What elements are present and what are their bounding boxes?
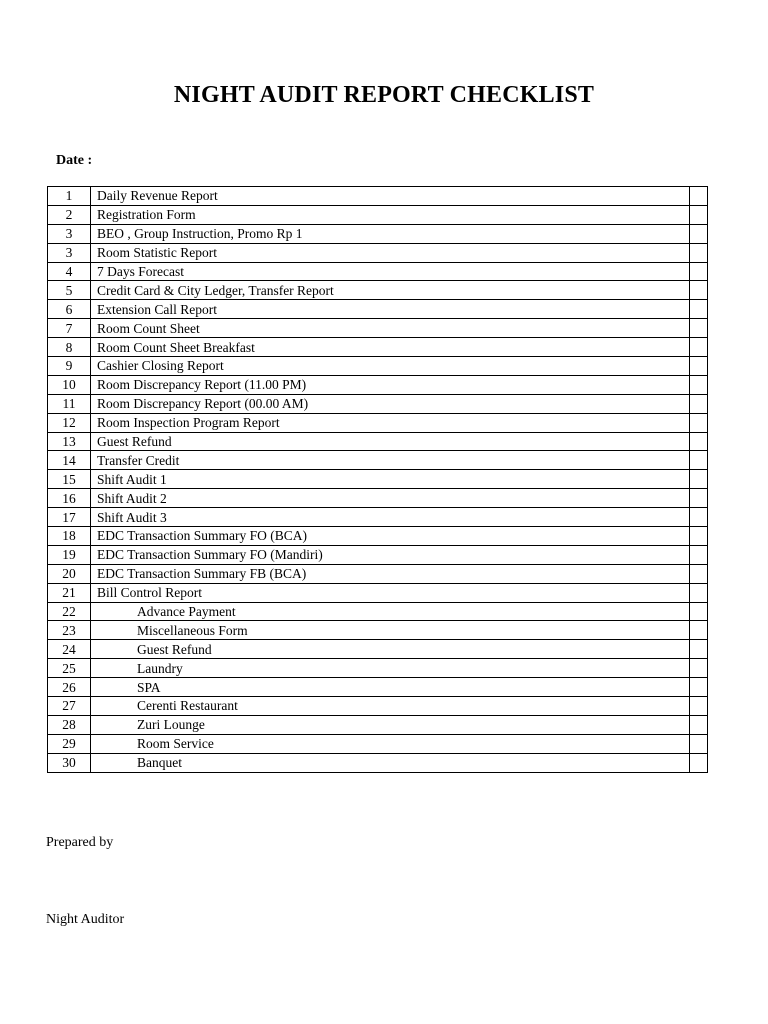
table-row: [48, 545, 708, 564]
table-row: [48, 243, 708, 262]
item-label-cell: [91, 753, 690, 772]
item-number: 14: [48, 451, 91, 470]
item-number: 19: [48, 545, 91, 564]
table-row: [48, 753, 708, 772]
table-row: [48, 734, 708, 753]
item-number: 26: [48, 678, 91, 697]
table-row: [48, 508, 708, 527]
table-row: [48, 715, 708, 734]
check-box-cell[interactable]: [690, 205, 708, 224]
signer-role-label: Night Auditor: [46, 912, 125, 927]
item-label: Cashier Closing Report: [97, 358, 224, 374]
item-label: Room Count Sheet: [97, 320, 200, 336]
item-label-cell: [91, 187, 690, 206]
item-label-cell: [91, 470, 690, 489]
item-label-cell: [91, 413, 690, 432]
item-label-cell: [91, 527, 690, 546]
check-box-cell[interactable]: [690, 451, 708, 470]
item-number: 27: [48, 697, 91, 716]
check-box-cell[interactable]: [690, 300, 708, 319]
table-row: [48, 224, 708, 243]
item-number: 9: [48, 357, 91, 376]
item-label-cell: [91, 243, 690, 262]
check-box-cell[interactable]: [690, 224, 708, 243]
item-label: Zuri Lounge: [137, 717, 205, 733]
item-number: 4: [48, 262, 91, 281]
item-number: 24: [48, 640, 91, 659]
date-label: Date :: [56, 153, 93, 168]
item-label-cell: [91, 205, 690, 224]
item-number: 5: [48, 281, 91, 300]
item-label: Bill Control Report: [97, 585, 203, 601]
item-label: SPA: [137, 679, 161, 695]
table-row: [48, 527, 708, 546]
table-row: [48, 394, 708, 413]
item-label: EDC Transaction Summary FO (BCA): [97, 528, 308, 544]
item-number: 1: [48, 187, 91, 206]
check-box-cell[interactable]: [690, 394, 708, 413]
item-label-cell: [91, 508, 690, 527]
item-number: 12: [48, 413, 91, 432]
item-number: 15: [48, 470, 91, 489]
item-label: Room Service: [137, 736, 214, 752]
table-row: [48, 640, 708, 659]
table-row: [48, 413, 708, 432]
item-label: Room Inspection Program Report: [97, 415, 280, 431]
check-box-cell[interactable]: [690, 697, 708, 716]
item-label-cell: [91, 678, 690, 697]
item-label-cell: [91, 640, 690, 659]
item-label: Shift Audit 2: [97, 490, 167, 506]
item-label: Credit Card & City Ledger, Transfer Report: [97, 282, 334, 298]
check-box-cell[interactable]: [690, 375, 708, 394]
item-label: Room Statistic Report: [97, 245, 217, 261]
table-row: [48, 281, 708, 300]
item-label-cell: [91, 602, 690, 621]
item-number: 3: [48, 243, 91, 262]
item-label: Guest Refund: [137, 641, 212, 657]
item-number: 7: [48, 319, 91, 338]
check-box-cell[interactable]: [690, 734, 708, 753]
item-label-cell: [91, 734, 690, 753]
check-box-cell[interactable]: [690, 432, 708, 451]
item-number: 11: [48, 394, 91, 413]
item-label: Daily Revenue Report: [97, 188, 218, 204]
item-label-cell: [91, 394, 690, 413]
check-box-cell[interactable]: [690, 243, 708, 262]
check-box-cell[interactable]: [690, 753, 708, 772]
item-label: BEO , Group Instruction, Promo Rp 1: [97, 226, 303, 242]
table-row: [48, 205, 708, 224]
table-row: [48, 262, 708, 281]
item-label: Registration Form: [97, 207, 196, 223]
item-label: Laundry: [137, 660, 183, 676]
check-box-cell[interactable]: [690, 715, 708, 734]
item-label: Extension Call Report: [97, 301, 217, 317]
check-box-cell[interactable]: [690, 489, 708, 508]
item-label: Shift Audit 1: [97, 471, 167, 487]
item-label: EDC Transaction Summary FO (Mandiri): [97, 547, 323, 563]
check-box-cell[interactable]: [690, 659, 708, 678]
check-box-cell[interactable]: [690, 262, 708, 281]
item-label: Room Discrepancy Report (11.00 PM): [97, 377, 307, 393]
item-number: 17: [48, 508, 91, 527]
item-label: Room Count Sheet Breakfast: [97, 339, 255, 355]
item-number: 10: [48, 375, 91, 394]
table-row: [48, 338, 708, 357]
check-box-cell[interactable]: [690, 470, 708, 489]
item-label-cell: [91, 489, 690, 508]
item-label-cell: [91, 338, 690, 357]
item-label: Shift Audit 3: [97, 509, 167, 525]
item-label-cell: [91, 357, 690, 376]
item-number: 6: [48, 300, 91, 319]
check-box-cell[interactable]: [690, 564, 708, 583]
item-number: 18: [48, 527, 91, 546]
item-label-cell: [91, 432, 690, 451]
check-box-cell[interactable]: [690, 527, 708, 546]
item-label: Cerenti Restaurant: [137, 698, 238, 714]
check-box-cell[interactable]: [690, 319, 708, 338]
checklist-body: [48, 187, 708, 773]
check-box-cell[interactable]: [690, 357, 708, 376]
item-number: 2: [48, 205, 91, 224]
item-number: 3: [48, 224, 91, 243]
check-box-cell[interactable]: [690, 508, 708, 527]
item-label-cell: [91, 281, 690, 300]
item-number: 30: [48, 753, 91, 772]
table-row: [48, 357, 708, 376]
table-row: [48, 621, 708, 640]
item-label-cell: [91, 697, 690, 716]
check-box-cell[interactable]: [690, 678, 708, 697]
item-number: 23: [48, 621, 91, 640]
check-box-cell[interactable]: [690, 621, 708, 640]
checklist-table: [47, 186, 708, 773]
item-label-cell: [91, 564, 690, 583]
item-label-cell: [91, 262, 690, 281]
item-label-cell: [91, 375, 690, 394]
check-box-cell[interactable]: [690, 281, 708, 300]
table-row: [48, 602, 708, 621]
item-label: Guest Refund: [97, 434, 172, 450]
item-number: 16: [48, 489, 91, 508]
table-row: [48, 678, 708, 697]
check-box-cell[interactable]: [690, 583, 708, 602]
item-label-cell: [91, 545, 690, 564]
table-row: [48, 375, 708, 394]
item-label-cell: [91, 715, 690, 734]
item-number: 21: [48, 583, 91, 602]
table-row: [48, 583, 708, 602]
item-label: Room Discrepancy Report (00.00 AM): [97, 396, 309, 412]
item-label-cell: [91, 300, 690, 319]
item-label: Advance Payment: [137, 604, 236, 620]
table-row: [48, 187, 708, 206]
item-number: 22: [48, 602, 91, 621]
item-number: 8: [48, 338, 91, 357]
table-row: [48, 564, 708, 583]
check-box-cell[interactable]: [690, 413, 708, 432]
item-number: 13: [48, 432, 91, 451]
check-box-cell[interactable]: [690, 640, 708, 659]
table-row: [48, 659, 708, 678]
table-row: [48, 697, 708, 716]
item-label: EDC Transaction Summary FB (BCA): [97, 566, 307, 582]
check-box-cell[interactable]: [690, 545, 708, 564]
item-number: 29: [48, 734, 91, 753]
table-row: [48, 451, 708, 470]
item-label-cell: [91, 583, 690, 602]
table-row: [48, 319, 708, 338]
item-number: 25: [48, 659, 91, 678]
item-label-cell: [91, 224, 690, 243]
item-label: Transfer Credit: [97, 452, 180, 468]
item-number: 20: [48, 564, 91, 583]
check-box-cell[interactable]: [690, 602, 708, 621]
table-row: [48, 470, 708, 489]
item-label-cell: [91, 621, 690, 640]
item-label: Miscellaneous Form: [137, 622, 248, 638]
prepared-by-label: Prepared by: [46, 835, 114, 850]
page-title: NIGHT AUDIT REPORT CHECKLIST: [173, 82, 595, 108]
table-row: [48, 432, 708, 451]
check-box-cell[interactable]: [690, 338, 708, 357]
item-label: 7 Days Forecast: [97, 264, 184, 279]
item-label-cell: [91, 451, 690, 470]
table-row: [48, 300, 708, 319]
check-box-cell[interactable]: [690, 187, 708, 206]
item-label: Banquet: [137, 755, 182, 771]
table-row: [48, 489, 708, 508]
item-number: 28: [48, 715, 91, 734]
item-label-cell: [91, 319, 690, 338]
item-label-cell: [91, 659, 690, 678]
